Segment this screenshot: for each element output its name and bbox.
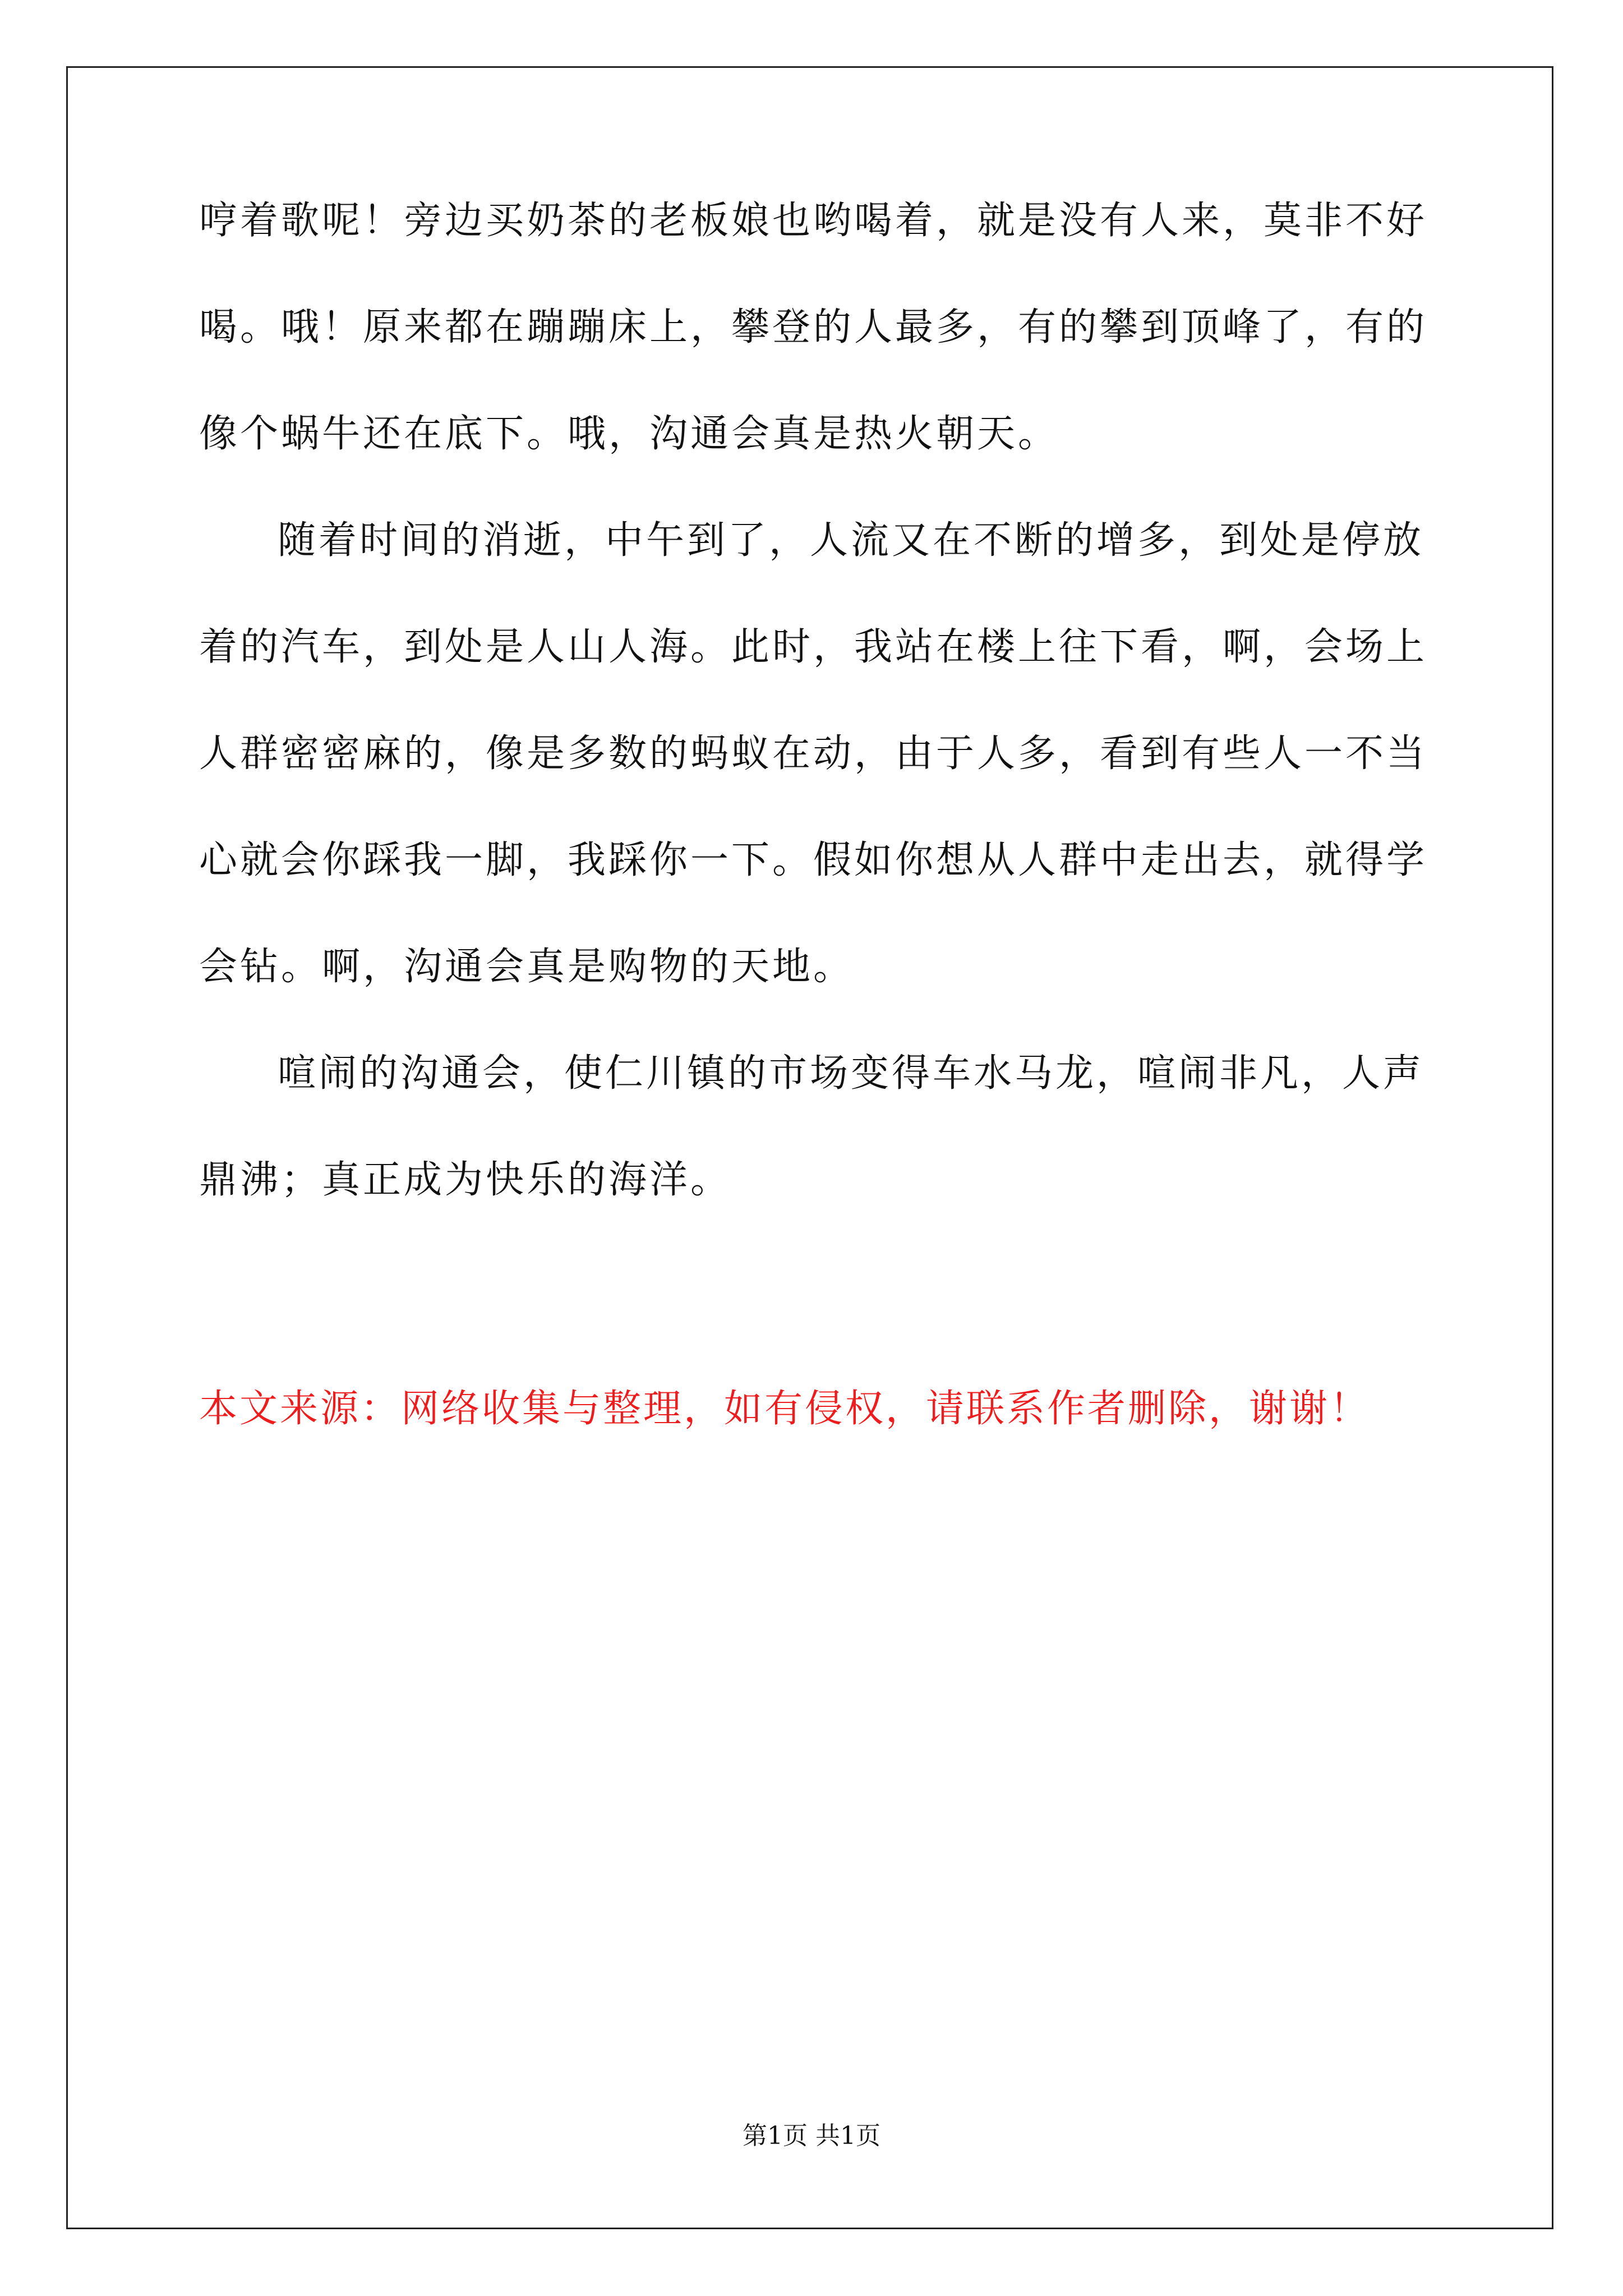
- paragraph-line: 喧闹的沟通会，使仁川镇的市场变得车水马龙，喧闹非凡，人声: [278, 1051, 1424, 1096]
- source-note: 本文来源：网络收集与整理，如有侵权，请联系作者删除，谢谢！: [199, 1387, 1371, 1431]
- page-footer: 第1页 共1页: [743, 2122, 880, 2150]
- paragraph-line: 喝。哦！原来都在蹦蹦床上，攀登的人最多，有的攀到顶峰了，有的: [199, 305, 1428, 349]
- paragraph-line: 鼎沸；真正成为快乐的海洋。: [199, 1158, 732, 1202]
- paragraph-line: 哼着歌呢！旁边买奶茶的老板娘也哟喝着，就是没有人来，莫非不好: [199, 199, 1428, 243]
- paragraph-line: 随着时间的消逝，中午到了，人流又在不断的增多，到处是停放: [278, 518, 1424, 563]
- paragraph-line: 心就会你踩我一脚，我踩你一下。假如你想从人群中走出去，就得学: [199, 838, 1428, 882]
- document-body: [199, 199, 1428, 1268]
- paragraph-line: 会钻。啊，沟通会真是购物的天地。: [199, 945, 855, 989]
- paragraph-line: 人群密密麻的，像是多数的蚂蚁在动，由于人多，看到有些人一不当: [199, 731, 1428, 776]
- paragraph-line: 着的汽车，到处是人山人海。此时，我站在楼上往下看，啊，会场上: [199, 625, 1428, 669]
- paragraph-line: 像个蜗牛还在底下。哦，沟通会真是热火朝天。: [199, 412, 1059, 456]
